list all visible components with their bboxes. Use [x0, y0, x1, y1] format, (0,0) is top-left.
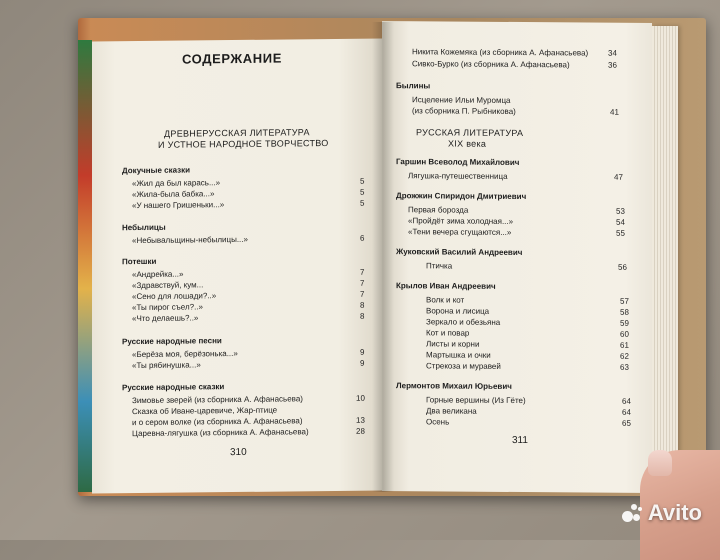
entry-title: Кот и повар [426, 328, 470, 338]
entry-title: «Ты рябинушка...» [132, 360, 201, 371]
entry-title: «Что делаешь?..» [132, 313, 199, 324]
group-heading: Небылицы [122, 222, 166, 233]
entry-title: (из сборника П. Рыбникова) [412, 106, 516, 116]
entry-title: Зеркало и обезьяна [426, 317, 501, 327]
entry-page: 5 [360, 176, 365, 186]
entry-page: 28 [356, 426, 365, 436]
entry-title: Лягушка-путешественница [408, 171, 508, 181]
entry-page: 7 [360, 267, 365, 277]
entry-title: Никита Кожемяка (из сборника А. Афанасьева) [412, 47, 589, 58]
entry-page: 64 [622, 407, 631, 417]
entry-title: Волк и кот [426, 295, 465, 305]
entry-page: 54 [616, 217, 625, 227]
entry-page: 8 [360, 300, 365, 310]
group-heading: Былины [396, 81, 431, 91]
entry-page: 9 [360, 358, 365, 368]
entry-title: «Берёза моя, берёзонька...» [132, 348, 238, 360]
book-gutter-shadow [372, 22, 394, 492]
section-heading-line1: РУССКАЯ ЛИТЕРАТУРА [416, 127, 524, 139]
entry-title: «Ты пирог съел?..» [132, 302, 203, 313]
entry-title: Два великана [426, 406, 477, 416]
entry-page: 6 [360, 233, 365, 243]
avito-logo-icon [622, 503, 642, 523]
entry-title: «У нашего Гришеньки...» [132, 200, 225, 211]
entry-title: «Сено для лошади?..» [132, 291, 217, 302]
entry-title: Осень [426, 417, 450, 427]
author-heading: Лермонтов Михаил Юрьевич [396, 381, 512, 391]
entry-title: Царевна-лягушка (из сборника А. Афанасьева) [132, 427, 309, 439]
entry-page: 7 [360, 289, 365, 299]
section-heading-line2: И УСТНОЕ НАРОДНОЕ ТВОРЧЕСТВО [158, 138, 329, 150]
entry-page: 5 [360, 187, 365, 197]
entry-page: 8 [360, 311, 365, 321]
entry-title: и о сером волке (из сборника А. Афанасьева) [132, 416, 303, 428]
group-heading: Русские народные песни [122, 336, 222, 347]
entry-title: Сивко-Бурко (из сборника А. Афанасьева) [412, 59, 570, 70]
entry-title: Зимовье зверей (из сборника А. Афанасьева) [132, 394, 303, 406]
entry-title: Листы и корни [426, 339, 480, 349]
group-heading: Докучные сказки [122, 165, 191, 176]
author-heading: Гаршин Всеволод Михайлович [396, 157, 520, 168]
entry-title: Ворона и лисица [426, 306, 490, 316]
entry-title: «Андрейка...» [132, 269, 184, 280]
entry-title: «Небывальщины-небылицы...» [132, 234, 248, 246]
fingernail [648, 450, 672, 476]
entry-page: 7 [360, 278, 365, 288]
entry-page: 58 [620, 307, 629, 317]
entry-page: 64 [622, 396, 631, 406]
entry-page: 9 [360, 347, 365, 357]
entry-page: 56 [618, 262, 627, 272]
group-heading: Русские народные сказки [122, 382, 225, 393]
entry-page: 57 [620, 296, 629, 306]
entry-title: Исцеление Ильи Муромца [412, 95, 511, 105]
entry-title: Первая борозда [408, 205, 469, 215]
entry-title: «Пройдёт зима холодная...» [408, 216, 514, 226]
author-heading: Дрожжин Спиридон Дмитриевич [396, 191, 527, 202]
entry-page: 62 [620, 351, 629, 361]
entry-page: 41 [610, 107, 619, 117]
entry-title: «Здравствуй, кум... [132, 280, 204, 291]
entry-title: Птичка [426, 261, 453, 271]
entry-page: 10 [356, 393, 365, 403]
entry-title: «Жил да был карась...» [132, 178, 221, 189]
author-heading: Крылов Иван Андреевич [396, 281, 496, 291]
entry-page: 65 [622, 418, 631, 428]
entry-title: «Жила-была бабка...» [132, 189, 215, 200]
group-heading: Потешки [122, 256, 157, 267]
entry-page: 5 [360, 198, 365, 208]
entry-title: «Тени вечера сгущаются...» [408, 227, 512, 237]
entry-page: 59 [620, 318, 629, 328]
entry-page: 13 [356, 415, 365, 425]
page-number: 311 [512, 434, 528, 447]
entry-page: 60 [620, 329, 629, 339]
page-number: 310 [230, 446, 247, 459]
entry-title: Стрекоза и муравей [426, 361, 501, 371]
right-page [382, 21, 652, 493]
avito-watermark [622, 500, 702, 526]
entry-page: 47 [614, 172, 623, 182]
contents-title: СОДЕРЖАНИЕ [182, 50, 282, 67]
entry-page: 61 [620, 340, 629, 350]
section-heading-line2: XIX века [448, 138, 487, 149]
entry-page: 34 [608, 48, 617, 58]
author-heading: Жуковский Василий Андреевич [396, 247, 523, 258]
entry-title: Мартышка и очки [426, 350, 491, 360]
entry-page: 63 [620, 362, 629, 372]
book-spine-edge [78, 40, 92, 492]
page-stack-edge [652, 26, 678, 478]
entry-title: Горные вершины (Из Гёте) [426, 395, 526, 406]
entry-page: 55 [616, 228, 625, 238]
entry-page: 36 [608, 60, 617, 70]
avito-watermark-text: Avito [647, 500, 702, 525]
section-heading-line1: ДРЕВНЕРУССКАЯ ЛИТЕРАТУРА [164, 127, 310, 139]
left-page [92, 38, 382, 493]
entry-title: Сказка об Иване-царевиче, Жар-птице [132, 405, 278, 417]
entry-page: 53 [616, 206, 625, 216]
